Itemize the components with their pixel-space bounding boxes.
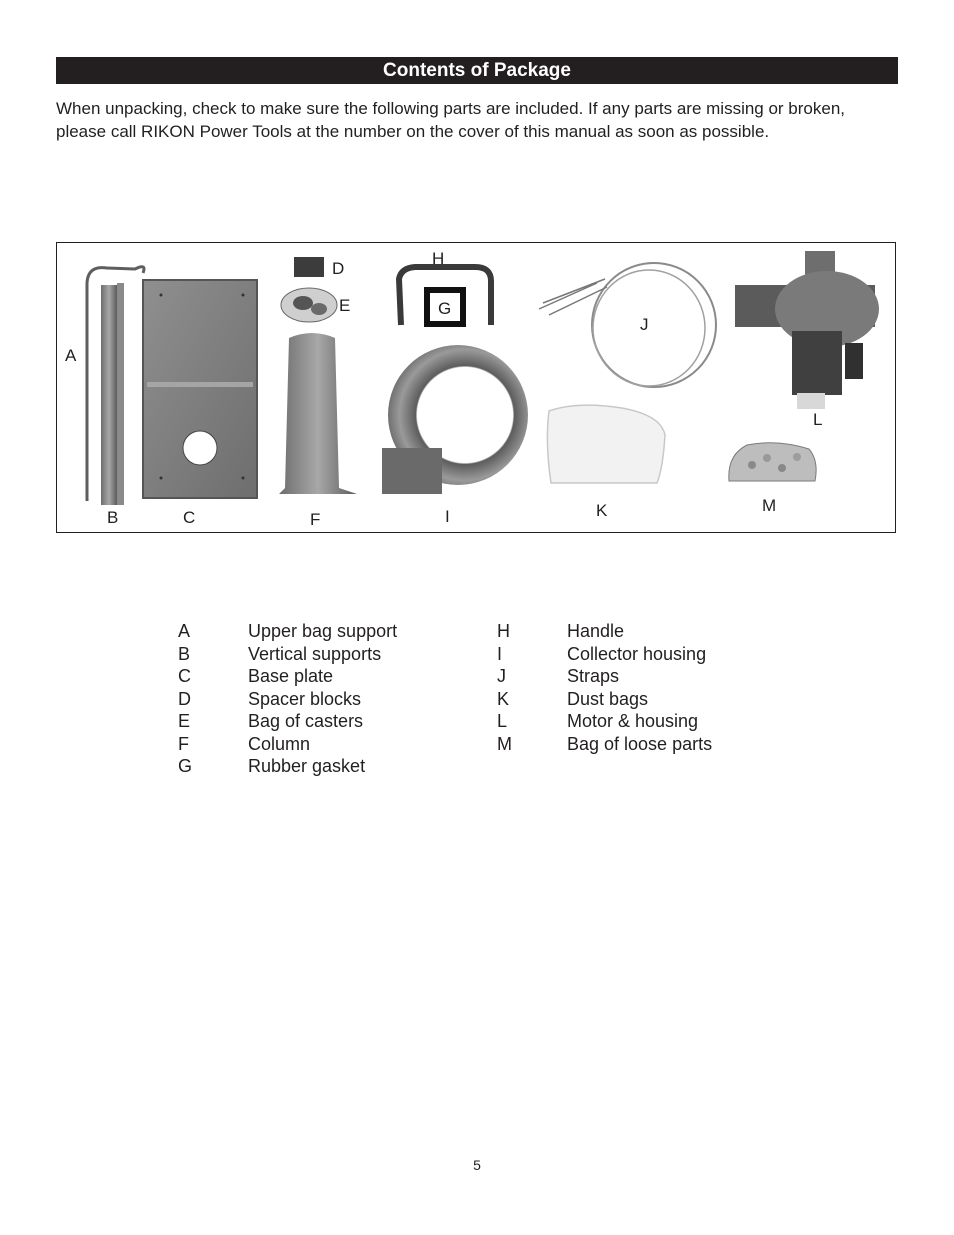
part-description: Vertical supports bbox=[248, 643, 382, 664]
label-k: K bbox=[596, 501, 608, 520]
part-description: Column bbox=[248, 733, 311, 754]
list-item bbox=[497, 710, 797, 733]
parts-figure bbox=[56, 242, 896, 533]
section-title: Contents of Package bbox=[56, 57, 898, 84]
list-item bbox=[178, 643, 458, 666]
intro-paragraph: When unpacking, check to make sure the following parts are included. If any parts are missing or broken, please call RIKON Power Tools at the number on the cover of this manual as soon as possible. bbox=[56, 99, 846, 141]
list-item bbox=[178, 733, 458, 756]
part-description: Bag of casters bbox=[248, 711, 364, 731]
straps-shape bbox=[592, 263, 716, 387]
part-description: Bag of loose parts bbox=[567, 733, 713, 754]
part-code: B bbox=[178, 643, 191, 664]
label-d: D bbox=[332, 259, 345, 278]
part-code: E bbox=[178, 711, 191, 731]
loose-parts-bag-shape bbox=[729, 443, 816, 481]
part-description: Motor & housing bbox=[567, 711, 699, 731]
parts-list-left bbox=[178, 620, 458, 778]
part-code: D bbox=[178, 688, 191, 709]
part-description: Straps bbox=[567, 666, 620, 686]
label-e: E bbox=[339, 296, 351, 315]
label-l: L bbox=[813, 410, 823, 429]
label-a: A bbox=[65, 346, 77, 365]
label-g: G bbox=[438, 299, 452, 318]
dust-bags-shape bbox=[547, 405, 665, 483]
parts-photo bbox=[57, 243, 895, 532]
list-item bbox=[178, 620, 458, 643]
part-description: Handle bbox=[567, 621, 625, 641]
label-b: B bbox=[107, 508, 119, 527]
label-c: C bbox=[183, 508, 196, 527]
list-item bbox=[178, 688, 458, 711]
part-code: L bbox=[497, 711, 508, 731]
list-item bbox=[497, 733, 797, 756]
spacer-blocks-shape bbox=[294, 257, 324, 277]
label-j: J bbox=[640, 315, 649, 334]
list-item bbox=[497, 620, 797, 643]
vertical-supports-shape bbox=[101, 285, 117, 505]
label-f: F bbox=[310, 510, 321, 529]
part-description: Rubber gasket bbox=[248, 756, 366, 776]
part-code: J bbox=[497, 666, 506, 686]
list-item bbox=[178, 755, 458, 778]
part-description: Collector housing bbox=[567, 643, 707, 664]
part-description: Dust bags bbox=[567, 688, 649, 709]
list-item bbox=[497, 643, 797, 666]
part-code: A bbox=[178, 621, 191, 641]
part-code: H bbox=[497, 621, 510, 641]
parts-list-right bbox=[497, 620, 797, 755]
part-code: M bbox=[497, 733, 512, 754]
part-description: Base plate bbox=[248, 666, 334, 686]
label-i: I bbox=[445, 507, 450, 526]
label-m: M bbox=[762, 496, 777, 515]
part-description: Spacer blocks bbox=[248, 688, 362, 709]
part-description: Upper bag support bbox=[248, 621, 398, 641]
part-code: G bbox=[178, 756, 193, 776]
part-code: I bbox=[497, 643, 503, 664]
list-item bbox=[178, 710, 458, 733]
list-item bbox=[497, 688, 797, 711]
list-item bbox=[497, 665, 797, 688]
page-number: 5 bbox=[473, 1157, 481, 1173]
column-shape bbox=[279, 333, 357, 494]
label-h: H bbox=[432, 249, 445, 268]
part-code: K bbox=[497, 688, 510, 709]
part-code: C bbox=[178, 666, 191, 686]
list-item bbox=[178, 665, 458, 688]
part-code: F bbox=[178, 733, 189, 754]
